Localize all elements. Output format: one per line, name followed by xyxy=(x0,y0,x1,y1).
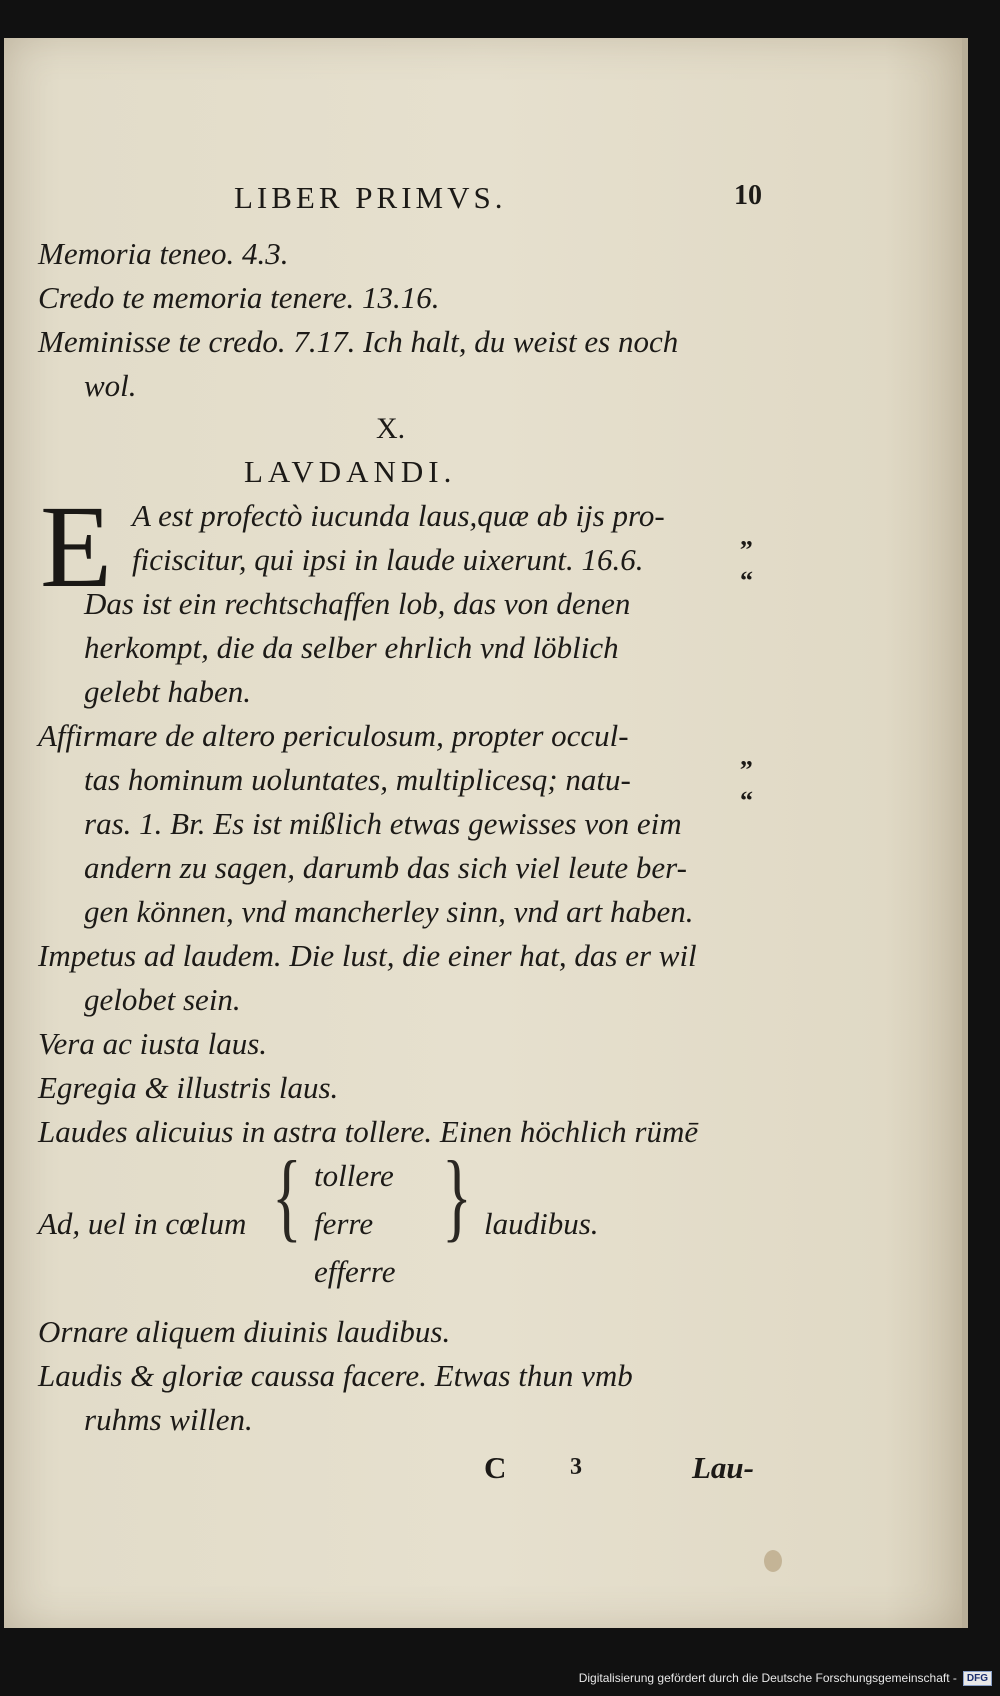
text-line: gelebt haben. xyxy=(84,674,252,709)
catchword: Lau- xyxy=(692,1450,754,1485)
text-line: andern zu sagen, darumb das sich viel leute ber- xyxy=(84,850,687,885)
text-line: ras. 1. Br. Es ist mißlich etwas gewisses von eim xyxy=(84,806,682,841)
text-line: Das ist ein rechtschaffen lob, das von denen xyxy=(84,586,631,621)
text-line: Laudis & gloriæ caussa facere. Etwas thun vmb xyxy=(38,1358,633,1393)
brace-right-text: laudibus. xyxy=(484,1206,599,1241)
text-line: Memoria teneo. 4.3. xyxy=(38,236,289,271)
signature-mark: C xyxy=(484,1450,507,1485)
brace-option: ferre xyxy=(314,1206,374,1241)
signature-number: 3 xyxy=(570,1454,582,1480)
text-line: Meminisse te credo. 7.17. Ich halt, du weist es noch xyxy=(38,324,679,359)
text-line: Egregia & illustris laus. xyxy=(38,1070,339,1105)
margin-quote-mark: “ xyxy=(740,786,753,815)
credit-text: Digitalisierung gefördert durch die Deutsche Forschungsgemeinschaft - xyxy=(578,1671,957,1685)
text-line: A est profectò iucunda laus,quæ ab ijs pro- xyxy=(132,498,665,533)
text-line: ruhms willen. xyxy=(84,1402,253,1437)
folio-number: 10 xyxy=(734,180,762,211)
right-brace: } xyxy=(442,1142,472,1252)
margin-quote-mark: „ xyxy=(740,522,753,551)
text-line: Credo te memoria tenere. 13.16. xyxy=(38,280,440,315)
section-number: X. xyxy=(376,412,406,445)
running-title: LIBER PRIMVS. xyxy=(234,180,507,215)
paper-stain xyxy=(764,1550,782,1572)
text-line: herkompt, die da selber ehrlich vnd löblich xyxy=(84,630,619,665)
text-line: gelobet sein. xyxy=(84,982,241,1017)
margin-quote-mark: “ xyxy=(740,566,753,595)
book-page xyxy=(4,38,968,1628)
drop-capital: E xyxy=(40,481,113,612)
text-line: Affirmare de altero periculosum, propter occul- xyxy=(38,718,629,753)
dfg-logo: DFG xyxy=(963,1671,992,1686)
text-line: Ornare aliquem diuinis laudibus. xyxy=(38,1314,451,1349)
text-line: gen können, vnd mancherley sinn, vnd art haben. xyxy=(84,894,694,929)
text-line: Vera ac iusta laus. xyxy=(38,1026,268,1061)
text-line: Laudes alicuius in astra tollere. Einen höchlich rümē xyxy=(38,1114,699,1149)
text-line: wol. xyxy=(84,368,137,403)
text-line: tas hominum uoluntates, multiplicesq; natu- xyxy=(84,762,631,797)
brace-left-text: Ad, uel in cœlum xyxy=(38,1206,247,1241)
brace-option: efferre xyxy=(314,1254,396,1289)
text-line: Impetus ad laudem. Die lust, die einer hat, das er wil xyxy=(38,938,697,973)
margin-quote-mark: „ xyxy=(740,742,753,771)
left-brace: { xyxy=(272,1142,302,1252)
digitization-credit xyxy=(579,1668,992,1688)
text-line: ficiscitur, qui ipsi in laude uixerunt. 16.6. xyxy=(132,542,644,577)
brace-option: tollere xyxy=(314,1158,394,1193)
section-title: LAVDANDI. xyxy=(244,454,457,489)
